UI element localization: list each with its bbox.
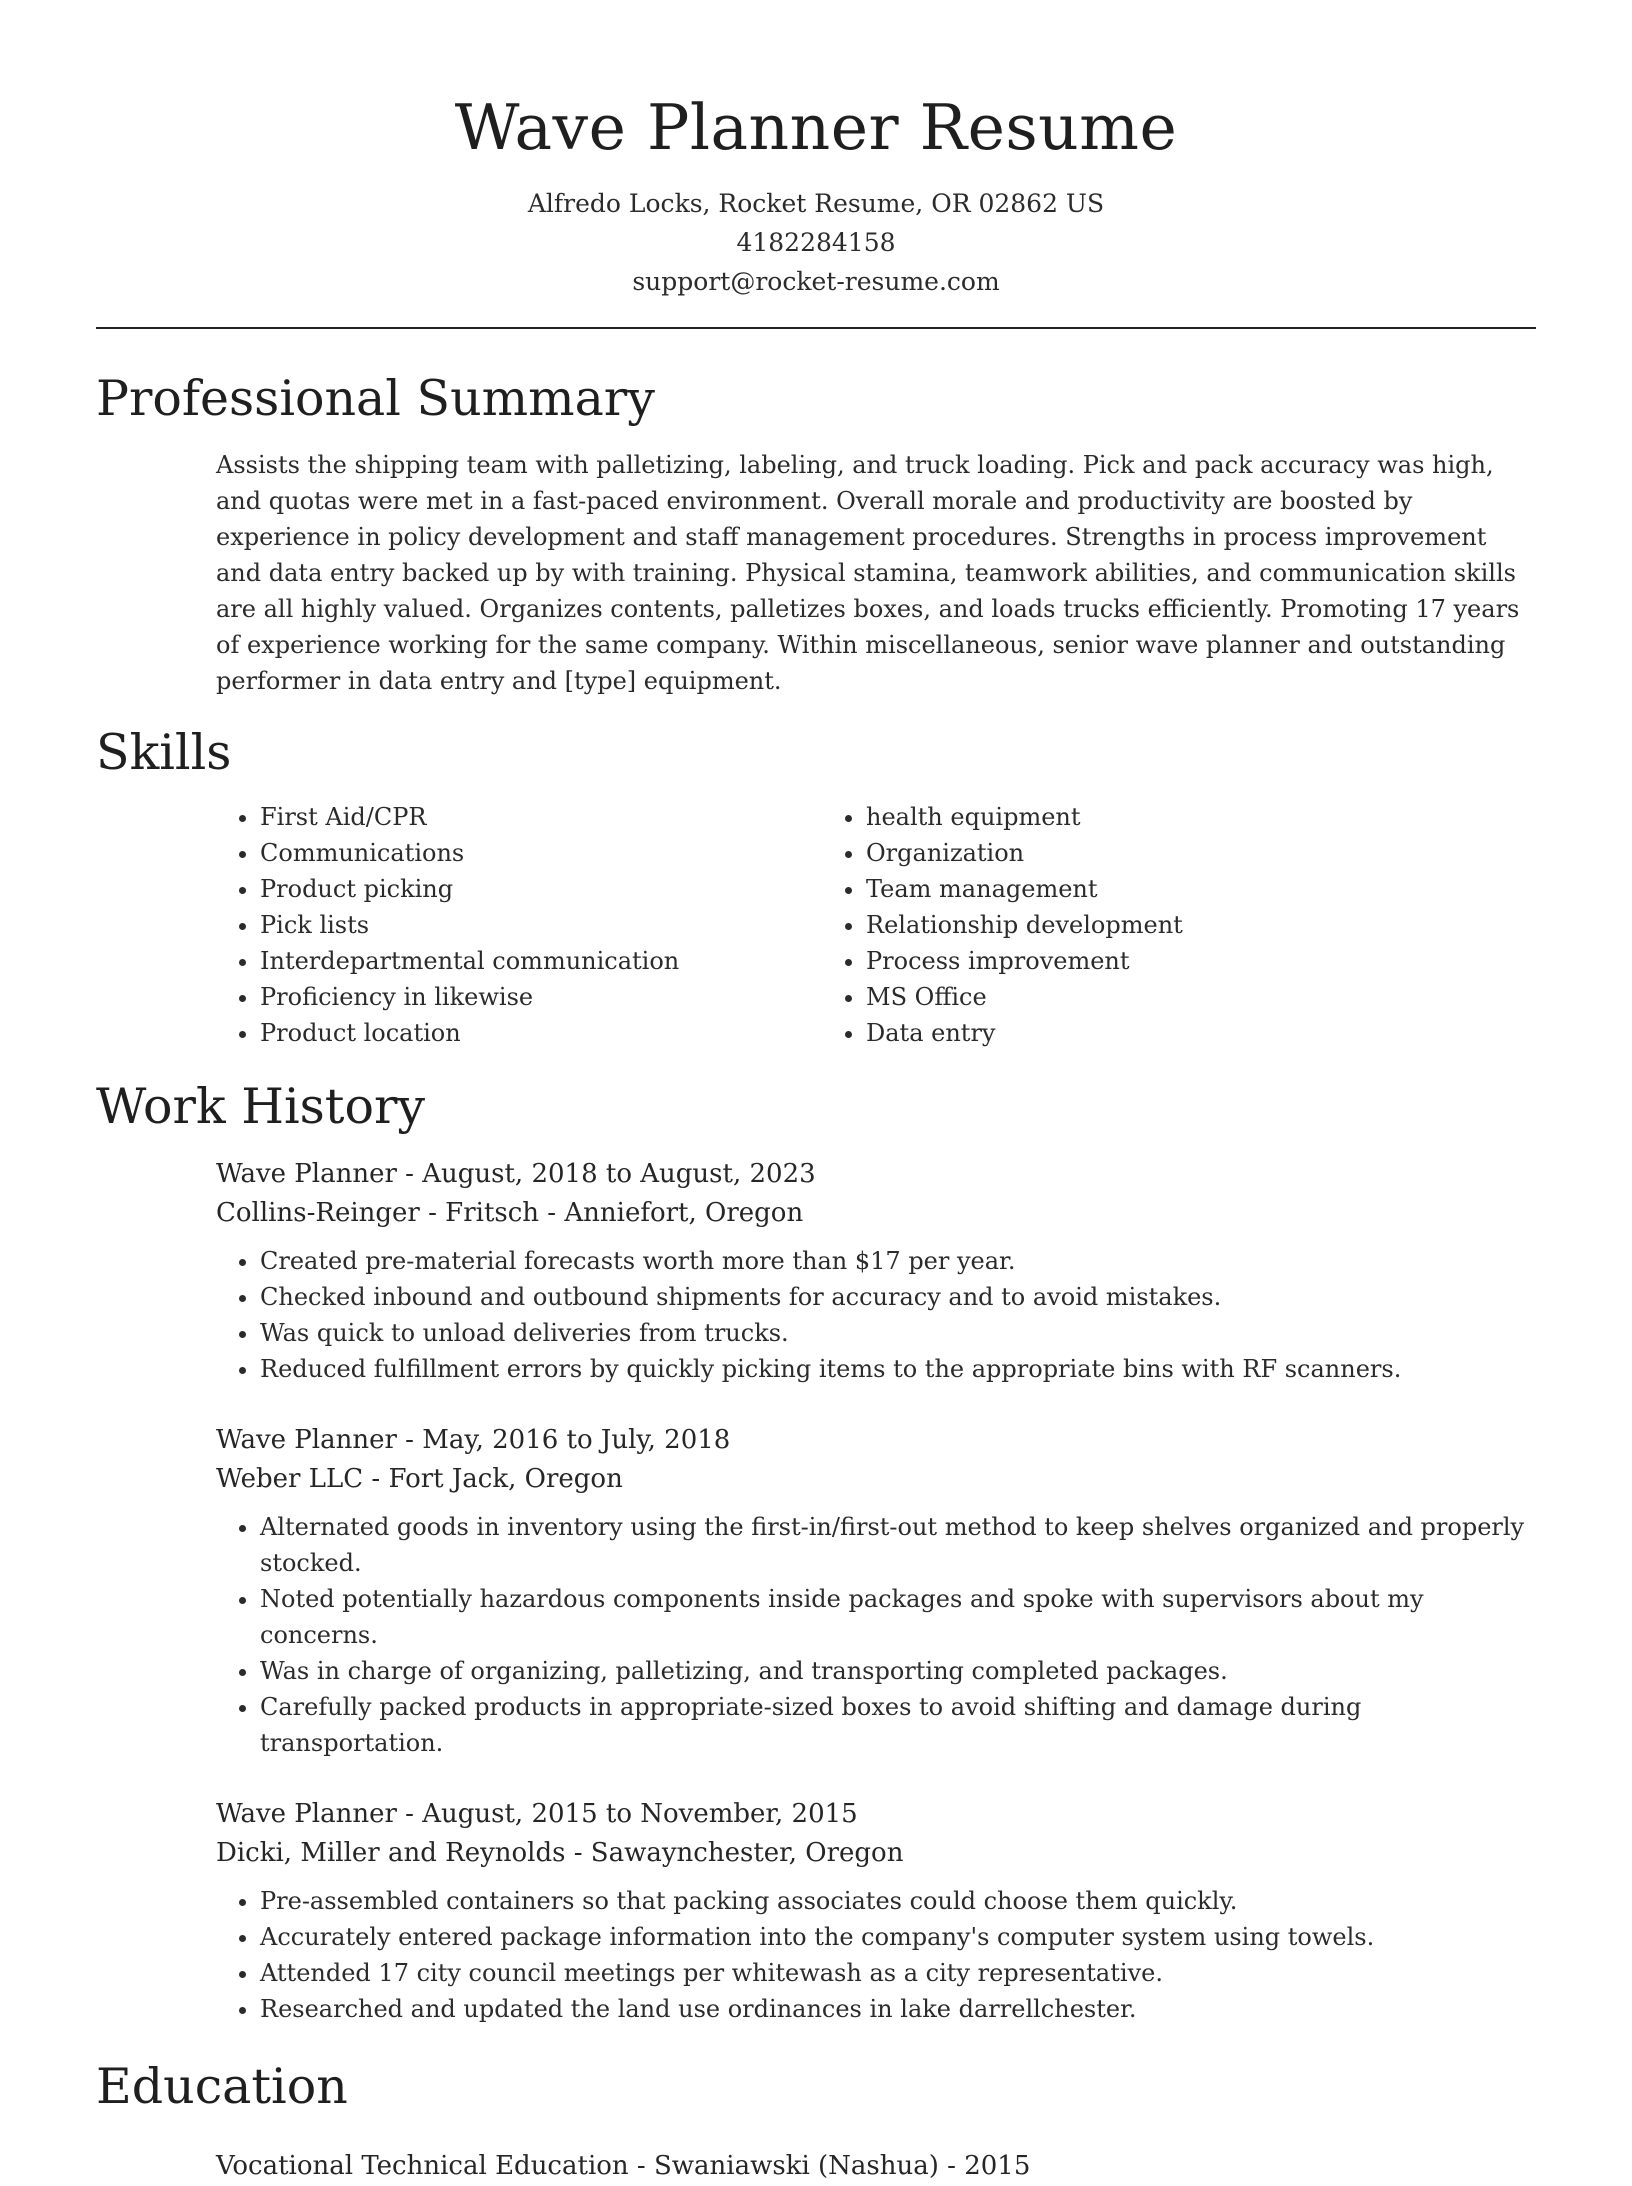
job-bullet: • Carefully packed products in appropriate-sized boxes to avoid shifting and damage during transportation. (260, 1689, 1536, 1761)
contact-block (96, 184, 1536, 301)
skills-list (216, 799, 1536, 1051)
job-bullet: • Checked inbound and outbound shipments for accuracy and to avoid mistakes. (260, 1279, 1536, 1315)
job-entry (216, 1795, 1536, 2027)
work-history-heading: Work History (96, 1078, 426, 1135)
job-bullets (216, 1883, 1536, 2027)
skills-column-left (216, 799, 822, 1051)
job-entry (216, 1155, 1536, 1387)
skill-item: • Interdepartmental communication (260, 943, 822, 979)
job-company-line: Collins-Reinger - Fritsch - Anniefort, Oregon (216, 1198, 804, 1228)
summary-heading: Professional Summary (96, 370, 655, 427)
job-bullet: • Researched and updated the land use ordinances in lake darrellchester. (260, 1991, 1536, 2027)
skills-column-right (822, 799, 1428, 1051)
skill-item: • MS Office (866, 979, 1428, 1015)
skill-item: • Proficiency in likewise (260, 979, 822, 1015)
job-company-line: Weber LLC - Fort Jack, Oregon (216, 1464, 623, 1494)
contact-email: support@rocket-resume.com (632, 267, 1000, 296)
job-bullet: • Pre-assembled containers so that packing associates could choose them quickly. (260, 1883, 1536, 1919)
skill-item: • health equipment (866, 799, 1428, 835)
contact-phone: 4182284158 (736, 228, 896, 257)
skills-heading: Skills (96, 724, 232, 781)
job-bullet: • Created pre-material forecasts worth more than $17 per year. (260, 1243, 1536, 1279)
job-bullet: • Attended 17 city council meetings per whitewash as a city representative. (260, 1955, 1536, 1991)
resume-title: Wave Planner Resume (454, 91, 1178, 164)
job-bullets (216, 1509, 1536, 1761)
job-bullet: • Alternated goods in inventory using the first-in/first-out method to keep shelves organized and properly stocked. (260, 1509, 1536, 1581)
header-divider (96, 327, 1536, 329)
job-entry (216, 1421, 1536, 1761)
job-title-line: Wave Planner - August, 2015 to November, 2015 (216, 1799, 858, 1829)
skill-item: • Relationship development (866, 907, 1428, 943)
job-bullets (216, 1243, 1536, 1387)
job-title-line: Wave Planner - May, 2016 to July, 2018 (216, 1425, 731, 1455)
skill-item: • First Aid/CPR (260, 799, 822, 835)
skill-item: • Pick lists (260, 907, 822, 943)
education-heading: Education (96, 2058, 348, 2115)
summary-text: Assists the shipping team with palletizing, labeling, and truck loading. Pick and pack accuracy was high, and quotas were met in a fast-paced environment. Overall morale and productivity are boosted by experience in policy development and staff management procedures. Strengths in process improvement and data entry backed up by with training. Physical stamina, teamwork abilities, and communication skills are all highly valued. Organizes contents, palletizes boxes, and loads trucks efficiently. Promoting 17 years of experience working for the same company. Within miscellaneous, senior wave planner and outstanding performer in data entry and [type] equipment. (216, 451, 1520, 695)
job-company-line: Dicki, Miller and Reynolds - Sawaynchester, Oregon (216, 1838, 904, 1868)
job-bullet: • Noted potentially hazardous components inside packages and spoke with supervisors about my concerns. (260, 1581, 1536, 1653)
contact-address: Alfredo Locks, Rocket Resume, OR 02862 US (527, 189, 1105, 218)
skill-item: • Data entry (866, 1015, 1428, 1051)
skill-item: • Process improvement (866, 943, 1428, 979)
job-bullet: • Was quick to unload deliveries from trucks. (260, 1315, 1536, 1351)
skill-item: • Team management (866, 871, 1428, 907)
skill-item: • Product picking (260, 871, 822, 907)
skill-item: • Communications (260, 835, 822, 871)
education-line: Vocational Technical Education - Swaniawski (Nashua) - 2015 (216, 2151, 1031, 2181)
job-bullet: • Was in charge of organizing, palletizing, and transporting completed packages. (260, 1653, 1536, 1689)
job-bullet: • Reduced fulfillment errors by quickly picking items to the appropriate bins with RF scanners. (260, 1351, 1536, 1387)
skill-item: • Organization (866, 835, 1428, 871)
job-title-line: Wave Planner - August, 2018 to August, 2023 (216, 1159, 816, 1189)
job-bullet: • Accurately entered package information into the company's computer system using towels. (260, 1919, 1536, 1955)
skill-item: • Product location (260, 1015, 822, 1051)
resume-page (96, 0, 1536, 2186)
